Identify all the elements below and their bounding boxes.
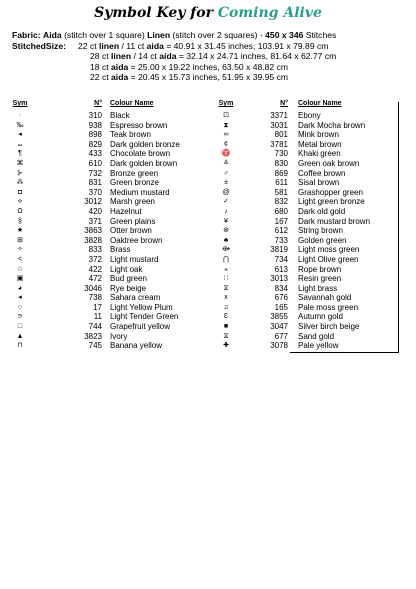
- color-number: 829: [88, 139, 102, 149]
- color-name: Pale yellow: [298, 341, 339, 351]
- right-header-sym: Sym: [218, 100, 234, 107]
- symbol-icon: §: [18, 217, 22, 225]
- color-name: Grashopper green: [298, 187, 363, 197]
- color-name: Brass: [110, 245, 131, 255]
- symbol-icon: ⌘: [16, 159, 24, 167]
- color-number: 830: [274, 158, 288, 168]
- color-number: 612: [274, 226, 288, 236]
- color-name: Black: [110, 111, 130, 120]
- stitched-size-line: [78, 41, 328, 51]
- color-number: 3371: [270, 111, 288, 120]
- symbol-icon: ⧗: [223, 121, 229, 129]
- size-mid: / 11 ct: [121, 41, 145, 51]
- symbol-icon: ◘: [17, 188, 23, 196]
- color-number: 738: [88, 293, 102, 303]
- symbol-icon: ✓: [223, 198, 229, 206]
- symbol-icon: Ω: [17, 207, 23, 215]
- fabric-line: [12, 30, 336, 40]
- color-number: 3047: [270, 322, 288, 332]
- color-name: Dark Mocha brown: [298, 120, 366, 130]
- left-header-num: N°: [94, 100, 102, 107]
- color-name: Dark golden bronze: [110, 139, 180, 149]
- color-name: Hazelnut: [110, 206, 142, 216]
- color-name: Resin green: [298, 274, 342, 284]
- color-name: Golden green: [298, 235, 347, 245]
- color-number: 11: [93, 312, 102, 322]
- color-name: Espresso brown: [110, 120, 168, 130]
- color-number: 3078: [270, 341, 288, 351]
- color-name: Green bronze: [110, 178, 159, 188]
- size-pre: 22 ct: [90, 72, 109, 83]
- color-name: Autumn gold: [298, 312, 343, 322]
- symbol-icon: ‰: [16, 121, 24, 129]
- color-number: 3012: [84, 197, 102, 207]
- color-name: Light moss green: [298, 245, 360, 255]
- page-title: [0, 5, 416, 21]
- size-post: = 32.14 x 24.71 inches, 81.64 x 62.77 cm: [178, 51, 337, 62]
- color-number: 733: [274, 235, 288, 245]
- color-name: Metal brown: [298, 139, 342, 149]
- color-number: 433: [88, 149, 102, 159]
- size-kw1: linen: [99, 41, 120, 51]
- symbol-icon: ⁎: [224, 265, 228, 273]
- color-name: Mink brown: [298, 130, 339, 140]
- color-number: 677: [274, 331, 288, 341]
- color-number: 734: [274, 254, 288, 264]
- stitched-size-line: [90, 51, 336, 61]
- symbol-icon: ∍: [17, 313, 23, 321]
- size-mid: / 14 ct: [133, 51, 157, 62]
- color-name: Light brass: [298, 283, 338, 293]
- color-name: Sisal brown: [298, 178, 340, 188]
- color-number: 745: [88, 341, 102, 351]
- color-name: Ebony: [298, 111, 321, 120]
- color-number: 831: [88, 178, 102, 188]
- color-number: 3013: [270, 274, 288, 284]
- size-post: = 40.91 x 31.45 inches, 103.91 x 79.89 cm: [166, 41, 329, 51]
- color-name: Light Yellow Plum: [110, 302, 173, 312]
- size-post: = 20.45 x 15.73 inches, 51.95 x 39.95 cm: [130, 72, 289, 83]
- symbol-icon: <: [17, 255, 23, 263]
- symbol-icon: ¶: [18, 150, 22, 158]
- symbol-icon: ♂: [223, 169, 229, 177]
- stitched-size-label: StitchedSize:: [12, 41, 66, 51]
- left-header-name: Colour Name: [110, 100, 154, 107]
- color-name: Light Tender Green: [110, 312, 179, 322]
- symbol-icon: ▣: [16, 275, 24, 283]
- color-name: Light oak: [110, 264, 143, 274]
- color-number: 3855: [270, 312, 288, 322]
- color-name: Light mustard: [110, 254, 159, 264]
- size-post: = 25.00 x 19.22 inches, 63.50 x 48.82 cm: [130, 61, 289, 72]
- color-name: Sahara cream: [110, 293, 161, 303]
- fabric-linen: Linen: [147, 30, 171, 40]
- right-header-num: N°: [280, 100, 288, 107]
- symbol-icon: @: [222, 188, 230, 196]
- color-number: 610: [88, 158, 102, 168]
- symbol-icon: ★: [16, 227, 24, 235]
- size-pre: 22 ct: [78, 41, 97, 51]
- symbol-icon: ·: [18, 112, 22, 119]
- size-kw1: linen: [111, 51, 132, 62]
- color-number: 3031: [270, 120, 288, 130]
- title-highlight: Coming Alive: [217, 5, 322, 21]
- symbol-icon: ⊞: [17, 236, 23, 244]
- color-name: Rye beige: [110, 283, 147, 293]
- stitched-size-line: [90, 62, 288, 72]
- color-name: Dark old gold: [298, 206, 346, 216]
- color-number: 938: [88, 120, 102, 130]
- color-name: Ivory: [110, 331, 128, 341]
- color-name: Bud green: [110, 274, 147, 284]
- color-number: 3823: [84, 331, 102, 341]
- symbol-icon: ⁂: [16, 179, 24, 187]
- color-number: 3863: [84, 226, 102, 236]
- color-number: 581: [274, 187, 288, 197]
- fabric-aida-note: (stitch over 1 square): [64, 30, 145, 40]
- symbol-icon: ⊓: [17, 342, 23, 350]
- left-header-sym: Sym: [12, 100, 28, 107]
- symbol-icon: ±: [224, 179, 228, 187]
- fabric-stitches-label: Stitches: [305, 30, 337, 40]
- symbol-icon: ♫: [223, 303, 229, 311]
- color-name: Pale moss green: [298, 302, 359, 312]
- size-pre: 28 ct: [90, 51, 109, 62]
- color-name: Medium mustard: [110, 187, 170, 197]
- title-prefix: Symbol Key for: [94, 5, 213, 21]
- color-number: 3046: [84, 283, 102, 293]
- color-name: Dark golden brown: [110, 158, 178, 168]
- color-name: Oaktree brown: [110, 235, 163, 245]
- fabric-linen-note: (stitch over 2 squares) -: [172, 30, 263, 40]
- color-name: Teak brown: [110, 130, 151, 140]
- symbol-icon: ♣: [223, 236, 229, 244]
- size-kw1: aida: [111, 72, 129, 83]
- color-name: Chocolate brown: [110, 149, 171, 159]
- color-number: 832: [274, 197, 288, 207]
- symbol-icon: ♈: [221, 150, 231, 158]
- color-name: Sand gold: [298, 331, 335, 341]
- color-name: Savannah gold: [298, 293, 352, 303]
- right-header-name: Colour Name: [298, 100, 342, 107]
- color-name: Green plains: [110, 216, 156, 226]
- color-number: 744: [88, 322, 102, 332]
- symbol-icon: ∷: [223, 275, 229, 283]
- color-number: 17: [93, 302, 102, 312]
- color-number: 420: [88, 206, 102, 216]
- color-number: 834: [274, 283, 288, 293]
- color-name: String brown: [298, 226, 343, 236]
- symbol-icon: ⊱: [17, 169, 23, 177]
- color-name: Coffee brown: [298, 168, 346, 178]
- color-number: 869: [274, 168, 288, 178]
- color-number: 167: [274, 216, 288, 226]
- color-number: 680: [274, 206, 288, 216]
- color-number: 611: [275, 178, 288, 188]
- symbol-icon: ○: [17, 303, 23, 311]
- color-number: 3781: [270, 139, 288, 149]
- color-name: Banana yellow: [110, 341, 163, 351]
- color-number: 372: [88, 254, 102, 264]
- color-name: Light Olive green: [298, 254, 359, 264]
- color-number: 370: [88, 187, 102, 197]
- color-name: Rope brown: [298, 264, 342, 274]
- color-name: Light green bronze: [298, 197, 365, 207]
- color-name: Bronze green: [110, 168, 159, 178]
- color-number: 676: [274, 293, 288, 303]
- symbol-icon: ⧖: [223, 332, 229, 340]
- symbol-icon: ⟡: [17, 198, 23, 206]
- fabric-label: Fabric:: [12, 30, 41, 40]
- symbol-icon: ⧖: [223, 284, 229, 292]
- symbol-icon: ≗: [223, 159, 229, 167]
- symbol-icon: ◂: [18, 294, 22, 302]
- fabric-stitches: 450 x 346: [265, 30, 304, 40]
- color-number: 730: [274, 149, 288, 159]
- color-number: 833: [88, 245, 102, 255]
- symbol-icon: ☆: [16, 265, 24, 273]
- color-name: Grapefruit yellow: [110, 322, 171, 332]
- symbol-icon: ♪: [224, 207, 228, 215]
- color-number: 310: [88, 111, 102, 120]
- color-name: Otter brown: [110, 226, 152, 236]
- symbol-icon: ¢: [224, 140, 228, 148]
- color-number: 898: [88, 130, 102, 140]
- stitched-size-line: [90, 72, 288, 82]
- color-name: Marsh green: [110, 197, 155, 207]
- symbol-icon: ⧢: [18, 140, 22, 148]
- color-number: 165: [274, 302, 288, 312]
- color-name: Green oak brown: [298, 158, 360, 168]
- color-name: Silver birch beige: [298, 322, 360, 332]
- symbol-icon: ⊛: [223, 227, 229, 235]
- symbol-icon: ⊡: [223, 112, 229, 119]
- symbol-icon: x: [224, 294, 228, 302]
- color-number: 472: [88, 274, 102, 284]
- size-kw2: aida: [146, 41, 164, 51]
- symbol-icon: ▲: [16, 332, 24, 340]
- symbol-icon: ∞: [223, 131, 229, 139]
- size-kw2: aida: [159, 51, 177, 62]
- color-number: 3828: [84, 235, 102, 245]
- symbol-icon: ✚: [223, 342, 229, 350]
- color-name: Khaki green: [298, 149, 341, 159]
- fabric-aida: Aida: [43, 30, 62, 40]
- symbol-icon: ◂: [18, 131, 22, 139]
- size-kw1: aida: [111, 61, 129, 72]
- color-number: 371: [88, 216, 102, 226]
- symbol-icon: □: [17, 323, 23, 331]
- symbol-icon: ⟴: [221, 246, 231, 254]
- color-number: 613: [274, 264, 288, 274]
- symbol-icon: ✧: [17, 246, 23, 254]
- color-number: 422: [88, 264, 102, 274]
- size-pre: 18 ct: [90, 61, 109, 72]
- color-number: 3819: [270, 245, 288, 255]
- symbol-icon: Ɛ: [223, 313, 229, 321]
- color-number: 801: [274, 130, 288, 140]
- symbol-icon: ◕: [17, 284, 23, 292]
- symbol-icon: ⋂: [223, 255, 229, 263]
- symbol-icon: ■: [223, 323, 229, 331]
- symbol-icon: ¥: [224, 217, 228, 225]
- color-number: 732: [88, 168, 102, 178]
- color-name: Dark mustard brown: [298, 216, 371, 226]
